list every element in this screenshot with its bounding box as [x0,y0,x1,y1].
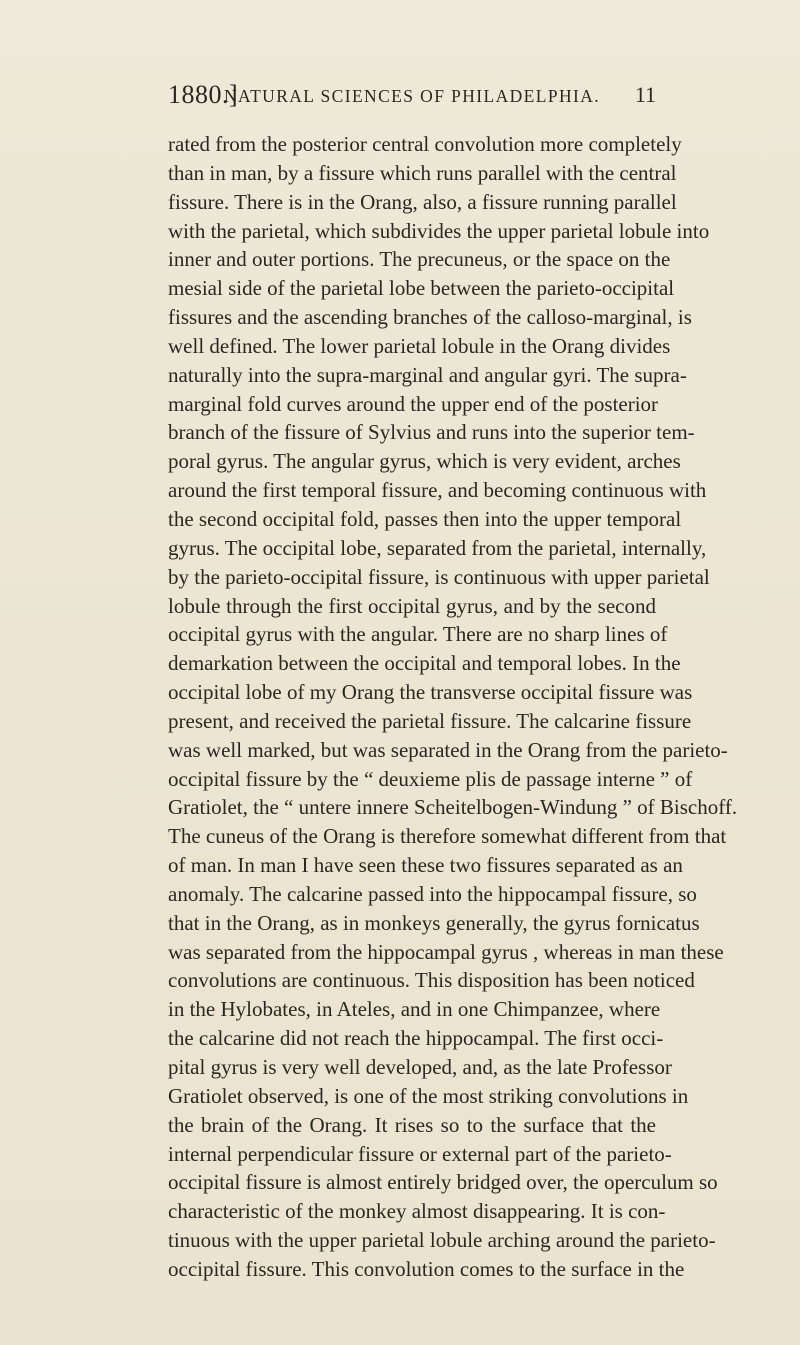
text-line: occipital gyrus with the angular. There are no sharp lines of [168,622,668,647]
text-line: occipital lobe of my Orang the transverse occipital fissure was [168,680,693,705]
text-line: lobule through the first occipital gyrus, and by the second [168,593,656,618]
header-title: NATURAL SCIENCES OF PHILADELPHIA. [223,86,601,106]
text-line: the second occipital fold, passes then into the upper temporal [168,506,682,531]
text-line: with the parietal, which subdivides the upper parietal lobule into [168,218,710,243]
text-line: that in the Orang, as in monkeys generally, the gyrus fornicatus [168,910,700,935]
text-line: Gratiolet observed, is one of the most striking convolutions in [168,1083,689,1108]
text-line: gyrus. The occipital lobe, separated from the parietal, internally, [168,535,707,560]
text-line: present, and received the parietal fissure. The calcarine fissure [168,708,692,733]
text-line: branch of the fissure of Sylvius and runs into the superior tem- [168,420,695,445]
text-line: the brain of the Orang. It rises so to the surface that the [168,1112,656,1137]
text-line: occipital fissure by the “ deuxieme plis de passage interne ” of [168,766,693,791]
text-line: was well marked, but was separated in the Orang from the parieto- [168,737,728,762]
page-number: 11 [634,82,656,107]
running-header [168,80,656,120]
text-line: of man. In man I have seen these two fissures separated as an [168,853,683,878]
text-line: fissure. There is in the Orang, also, a fissure running parallel [168,189,677,214]
text-line: demarkation between the occipital and temporal lobes. In the [168,651,681,676]
text-line: rated from the posterior central convolution more completely [168,132,682,156]
text-line: around the first temporal fissure, and becoming continuous with [168,478,707,503]
text-line: Gratiolet, the “ untere innere Scheitelbogen-Windung ” of Bischoff. [168,795,738,820]
text-line: inner and outer portions. The precuneus, or the space on the [168,247,671,272]
text-line: tinuous with the upper parietal lobule arching around the parieto- [168,1228,716,1253]
text-line: by the parieto-occipital fissure, is continuous with upper parietal [168,564,710,589]
text-line: The cuneus of the Orang is therefore somewhat different from that [168,824,727,849]
text-line: marginal fold curves around the upper end of the posterior [168,391,659,416]
text-line: than in man, by a fissure which runs parallel with the central [168,160,677,185]
text-line: fissures and the ascending branches of the calloso-marginal, is [168,305,692,330]
text-line: in the Hylobates, in Ateles, and in one Chimpanzee, where [168,997,661,1022]
text-line: characteristic of the monkey almost disappearing. It is con- [168,1199,666,1224]
header-year: 1880.] [168,80,239,109]
text-line: well defined. The lower parietal lobule in the Orang divides [168,333,671,358]
text-line: occipital fissure. This convolution comes to the surface in the [168,1256,685,1281]
text-line: was separated from the hippocampal gyrus , whereas in man these [168,939,724,964]
text-line: occipital fissure is almost entirely bridged over, the operculum so [168,1170,718,1195]
text-line: internal perpendicular fissure or external part of the parieto- [168,1141,672,1166]
text-line: naturally into the supra-marginal and angular gyri. The supra- [168,362,687,387]
body-paragraph [168,130,738,1284]
text-line: anomaly. The calcarine passed into the hippocampal fissure, so [168,881,697,906]
text-line: convolutions are continuous. This disposition has been noticed [168,968,695,993]
text-line: poral gyrus. The angular gyrus, which is very evident, arches [168,449,681,474]
text-line: pital gyrus is very well developed, and, as the late Professor [168,1055,672,1079]
text-line: mesial side of the parietal lobe between the parieto-occipital [168,276,675,301]
text-line: the calcarine did not reach the hippocampal. The first occi- [168,1026,664,1051]
